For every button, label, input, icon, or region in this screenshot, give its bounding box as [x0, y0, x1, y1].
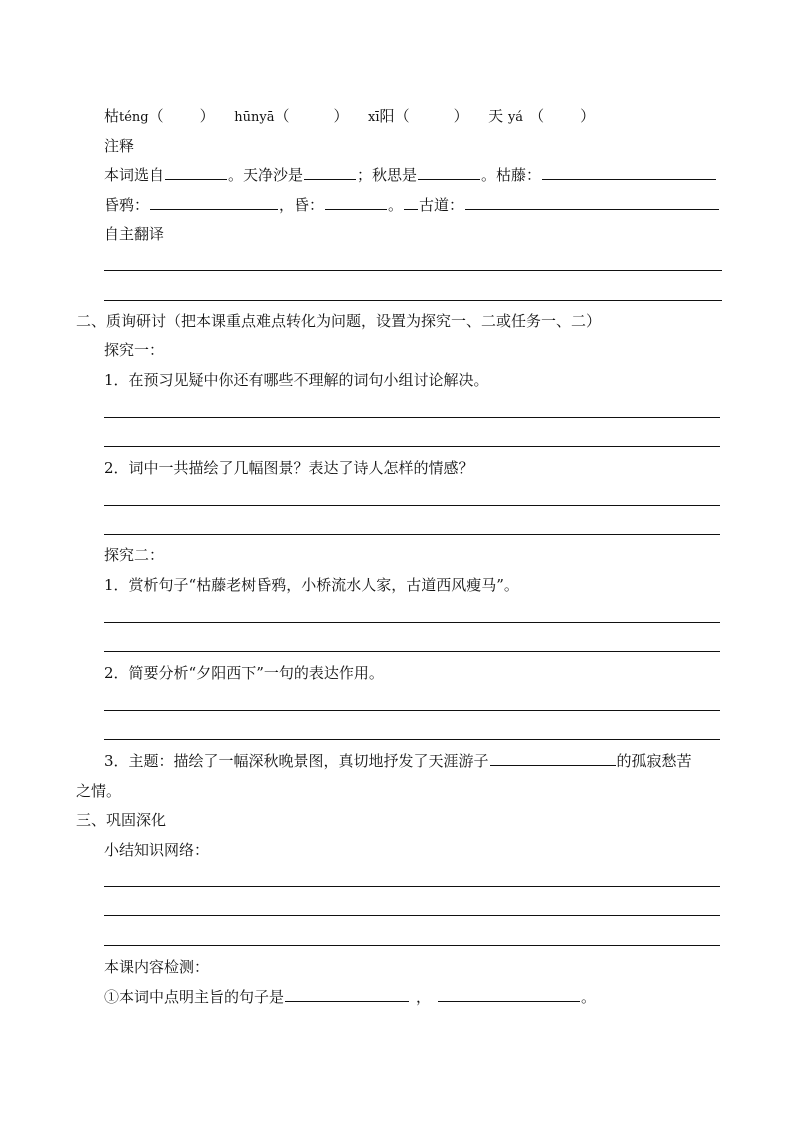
char-yang: 阳 — [379, 107, 395, 125]
answer-line[interactable] — [104, 417, 720, 418]
summary-label: 小结知识网络： — [104, 841, 210, 859]
answer-line[interactable] — [104, 534, 720, 535]
inquiry2-q3: 3．主题：描绘了一幅深秋晚景图，真切地抒发了天涯游子 的孤寂愁苦 — [104, 752, 692, 770]
blank-gu[interactable] — [404, 195, 418, 210]
char-ku: 枯 — [104, 107, 120, 125]
blank-source[interactable] — [165, 165, 227, 180]
blank-hunya[interactable] — [150, 195, 278, 210]
blank-theme-line-1[interactable] — [285, 987, 409, 1002]
translation-heading: 自主翻译 — [104, 225, 165, 243]
pinyin-teng: téng — [119, 110, 149, 125]
pinyin-ya: yá — [507, 110, 524, 125]
answer-line[interactable] — [104, 886, 720, 887]
answer-line[interactable] — [104, 915, 720, 916]
inquiry1-q1: 1．在预习见疑中你还有哪些不理解的词句小组讨论解决。 — [104, 371, 489, 389]
inquiry1-label: 探究一： — [104, 341, 165, 359]
section3-heading: 三、巩固深化 — [76, 811, 167, 829]
answer-line[interactable] — [104, 739, 720, 740]
inquiry2-q1: 1．赏析句子“枯藤老树昏鸦，小桥流水人家，古道西风瘦马”。 — [104, 576, 519, 594]
answer-line[interactable] — [104, 622, 720, 623]
answer-line[interactable] — [104, 446, 720, 447]
blank-qiusi[interactable] — [418, 165, 480, 180]
pinyin-line: 枯téng（ ） hūnyā（ ） xī阳（ ） 天 yá （ ） — [104, 107, 596, 125]
blank-tianjingsha[interactable] — [304, 165, 356, 180]
answer-line[interactable] — [104, 710, 720, 711]
notes-heading: 注释 — [104, 137, 135, 155]
answer-line[interactable] — [104, 945, 720, 946]
pinyin-hunya: hūnyā — [234, 110, 275, 125]
answer-line[interactable] — [104, 651, 720, 652]
test-label: 本课内容检测： — [104, 958, 210, 976]
test-q1: ①本词中点明主旨的句子是 ， 。 — [104, 988, 597, 1006]
notes-line-2: 昏鸦： ，昏： 。 古道： — [104, 195, 720, 215]
notes-line-1: 本词选自 。天净沙是 ；秋思是 。枯藤： — [104, 165, 717, 185]
blank-gudao[interactable] — [465, 195, 719, 210]
answer-line[interactable] — [104, 300, 722, 301]
blank-theme[interactable] — [490, 751, 616, 766]
answer-line[interactable] — [104, 505, 720, 506]
blank-kuteng[interactable] — [542, 165, 716, 180]
inquiry2-q3-cont: 之情。 — [76, 782, 122, 800]
section2-heading: 二、质询研讨（把本课重点难点转化为问题，设置为探究一、二或任务一、二） — [76, 312, 602, 330]
blank-theme-line-2[interactable] — [438, 987, 580, 1002]
inquiry1-q2: 2．词中一共描绘了几幅图景？表达了诗人怎样的情感？ — [104, 459, 474, 477]
char-tian: 天 — [488, 107, 504, 125]
inquiry2-q2: 2．简要分析“夕阳西下”一句的表达作用。 — [104, 664, 384, 682]
inquiry2-label: 探究二： — [104, 546, 165, 564]
blank-hun[interactable] — [325, 195, 387, 210]
answer-line[interactable] — [104, 270, 722, 271]
pinyin-xi: xī — [368, 110, 380, 125]
